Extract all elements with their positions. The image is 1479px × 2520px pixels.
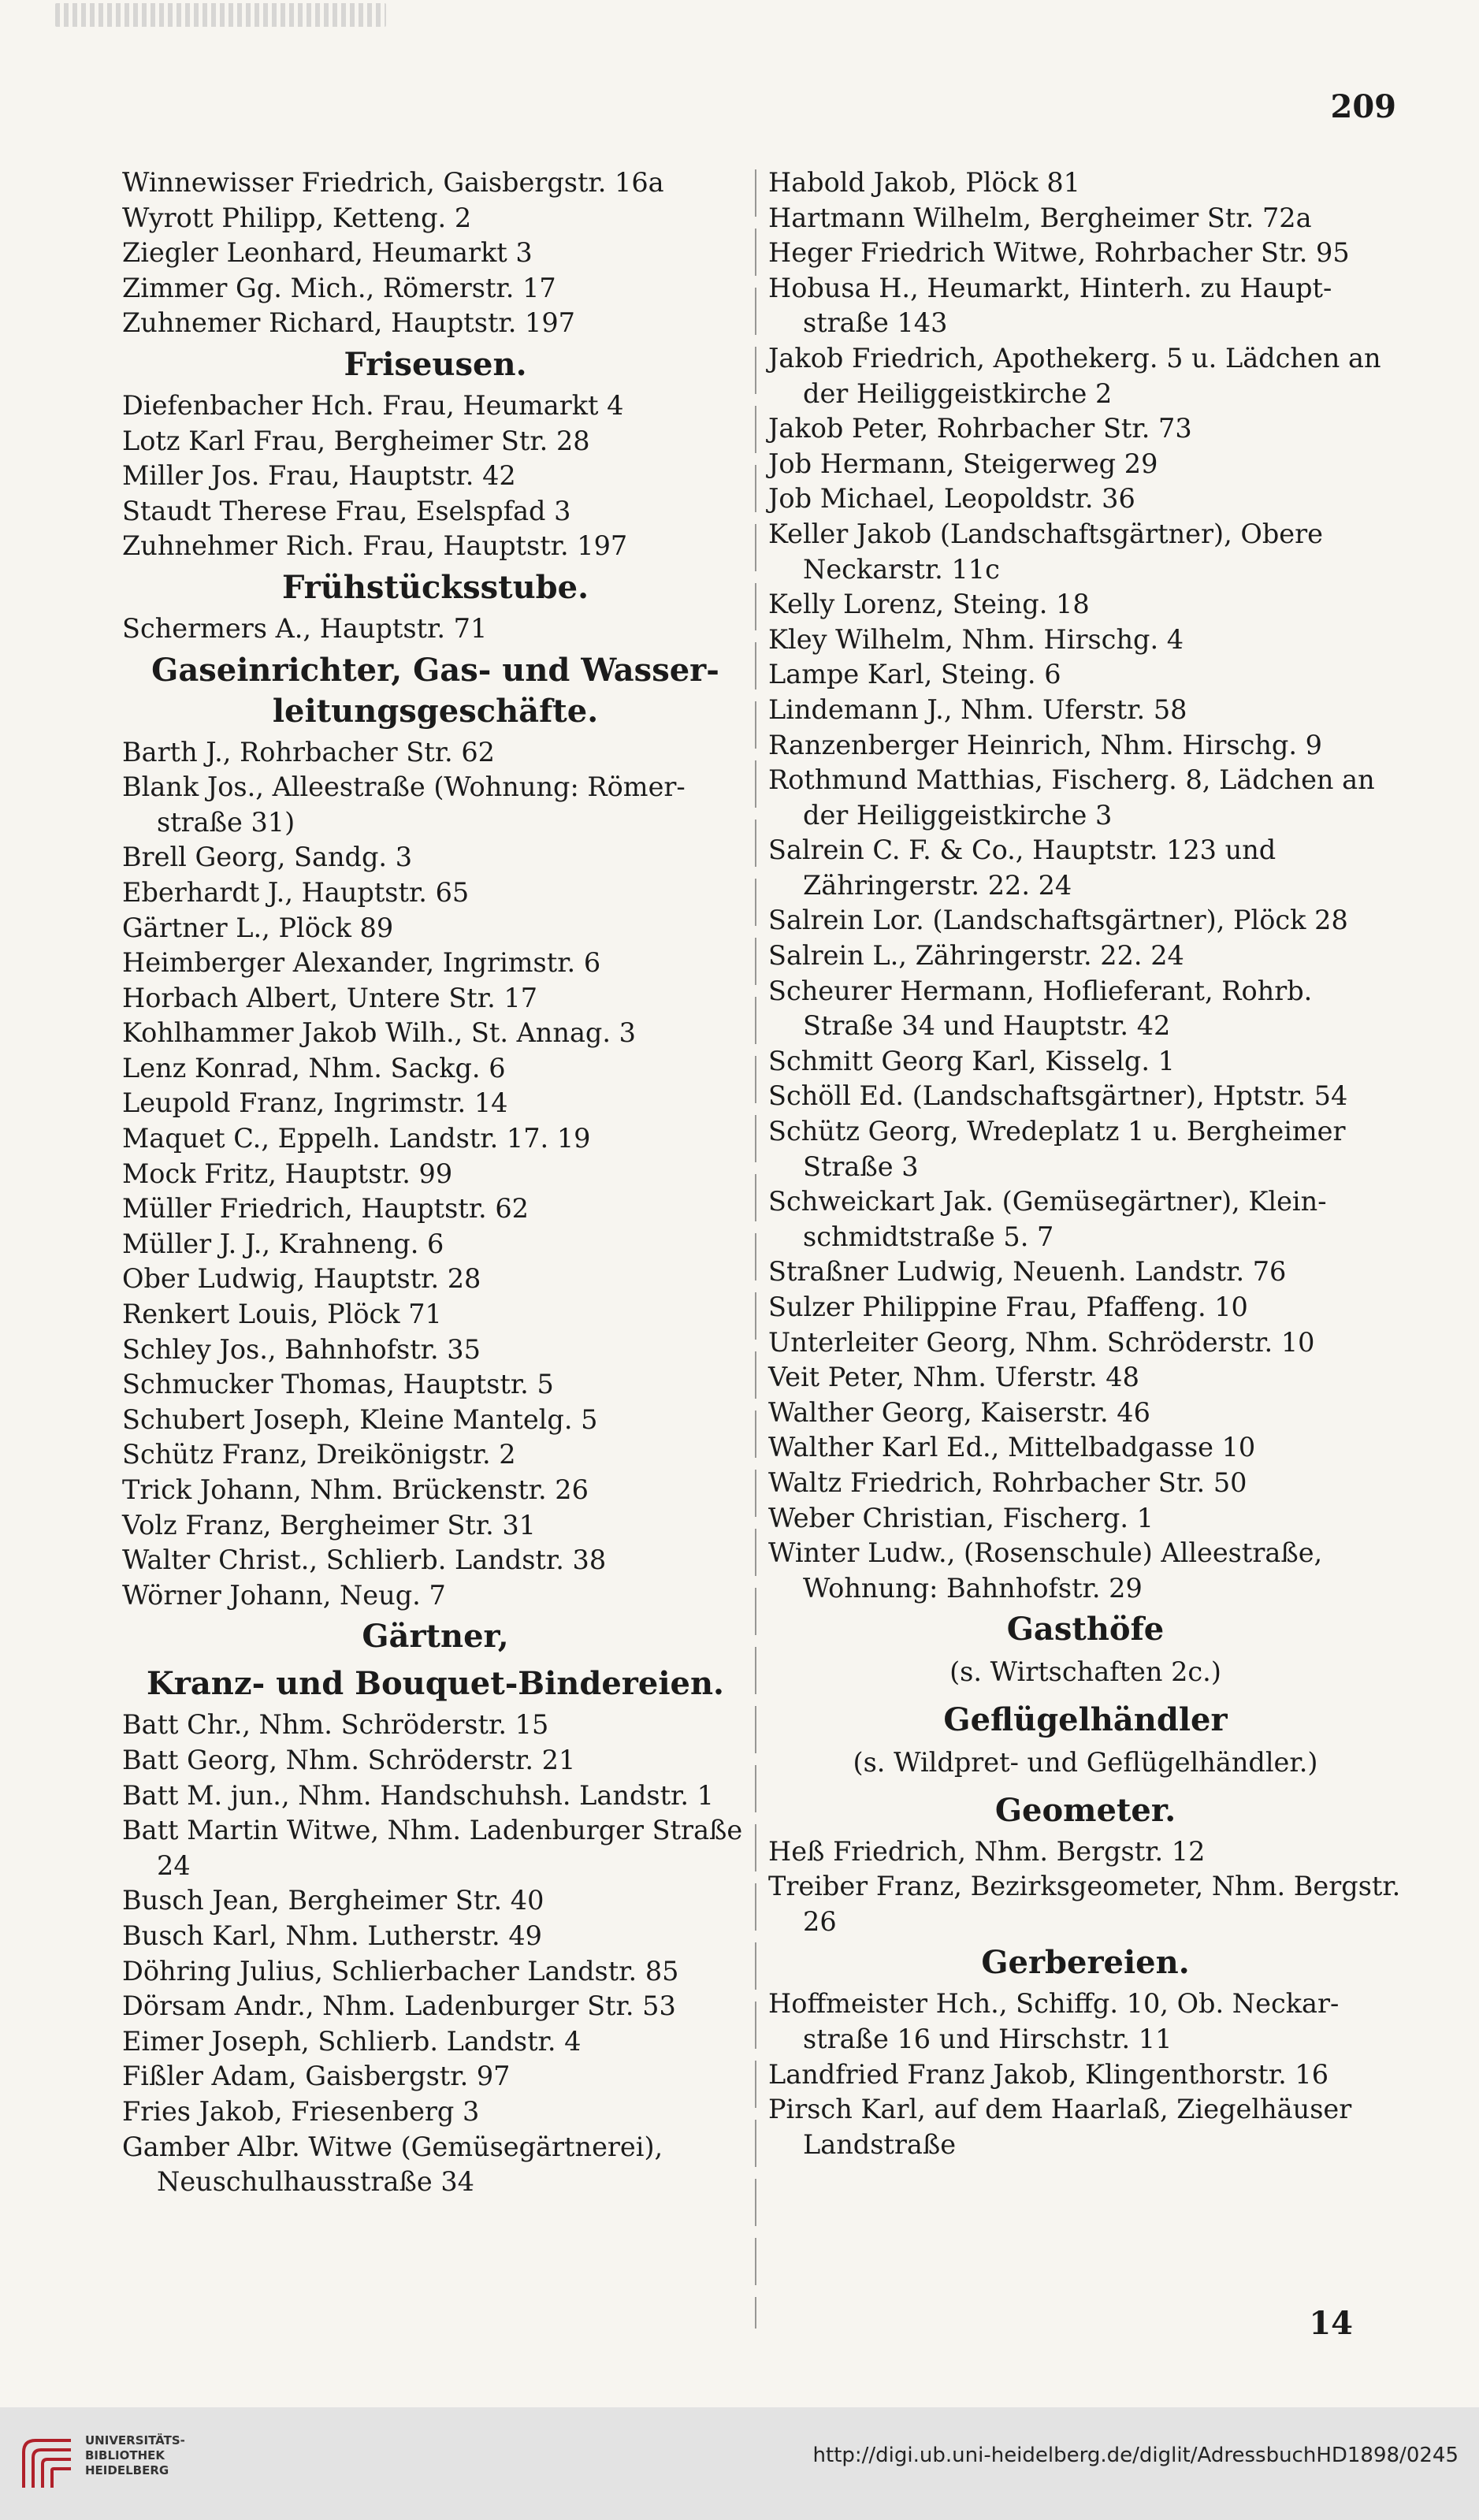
directory-entry: Brell Georg, Sandg. 3 [122,842,413,873]
directory-entry: Staudt Therese Frau, Eselspfad 3 [122,495,571,526]
section-heading: Frühstücksstube. [281,568,589,606]
directory-entry: Volz Franz, Bergheimer Str. 31 [122,1509,536,1541]
section-heading: Friseusen. [344,345,527,383]
directory-entry: Schubert Joseph, Kleine Mantelg. 5 [122,1403,598,1435]
directory-entry: Veit Peter, Nhm. Uferstr. 48 [768,1362,1139,1393]
permalink-url[interactable]: http://digi.ub.uni-heidelberg.de/diglit/AdressbuchHD1898/0245 [812,2444,1459,2467]
directory-entry: Walter Christ., Schlierb. Landstr. 38 [122,1544,607,1576]
logo-line: UNIVERSITÄTS- [85,2433,185,2448]
directory-entry: Kohlhammer Jakob Wilh., St. Annag. 3 [122,1017,636,1049]
directory-entry: Lenz Konrad, Nhm. Sackg. 6 [122,1052,506,1083]
directory-entry: Lindemann J., Nhm. Uferstr. 58 [768,693,1187,725]
page-number: 209 [1330,88,1396,125]
directory-entry: Job Hermann, Steigerweg 29 [768,448,1158,479]
directory-entry: Kelly Lorenz, Steing. 18 [768,589,1090,620]
directory-entry: Busch Karl, Nhm. Lutherstr. 49 [122,1920,542,1951]
directory-entry: Mock Fritz, Hauptstr. 99 [122,1158,453,1189]
signature-mark: 14 [1309,2305,1353,2342]
directory-entry: Blank Jos., Alleestraße (Wohnung: Römer-straße 31) [122,771,686,838]
directory-entry: Schermers A., Hauptstr. 71 [122,612,488,644]
section-heading: Kranz- und Bouquet-Bindereien. [147,1665,724,1703]
directory-entry: Fries Jakob, Friesenberg 3 [122,2095,480,2127]
directory-entry: Horbach Albert, Untere Str. 17 [122,982,538,1013]
directory-entry: Schütz Georg, Wredeplatz 1 u. Bergheimer Straße 3 [768,1116,1346,1182]
left-column [122,165,749,2200]
directory-entry: Habold Jakob, Plöck 81 [768,167,1080,198]
section-heading: Geflügelhändler [943,1700,1228,1738]
directory-entry: Winnewisser Friedrich, Gaisbergstr. 16a [122,167,664,198]
cross-reference-note: (s. Wirtschaften 2c.) [949,1656,1221,1688]
directory-entry: Barth J., Rohrbacher Str. 62 [122,736,495,768]
directory-entry: Zuhnehmer Rich. Frau, Hauptstr. 197 [122,530,628,562]
directory-entry: Hoffmeister Hch., Schiffg. 10, Ob. Neckar-straße 16 und Hirschstr. 11 [768,1988,1340,2054]
directory-entry: Lampe Karl, Steing. 6 [768,659,1061,690]
directory-entry: Keller Jakob (Landschaftsgärtner), Obere Neckarstr. 11c [768,518,1323,585]
directory-entry: Jakob Friedrich, Apothekerg. 5 u. Lädchen an der Heiliggeistkirche 2 [768,342,1381,409]
header-scan-smudge [55,3,386,27]
directory-entry: Wyrott Philipp, Ketteng. 2 [122,202,472,233]
section-heading: Gerbereien. [981,1944,1190,1982]
directory-entry: Hartmann Wilhelm, Bergheimer Str. 72a [768,202,1312,233]
directory-entry: Leupold Franz, Ingrimstr. 14 [122,1087,508,1119]
directory-entry: Eberhardt J., Hauptstr. 65 [122,876,470,908]
directory-entry: Waltz Friedrich, Rohrbacher Str. 50 [768,1466,1247,1498]
directory-entry: Schweickart Jak. (Gemüsegärtner), Klein-schmidtstraße 5. 7 [768,1186,1327,1252]
directory-entry: Landfried Franz Jakob, Klingenthorstr. 16 [768,2058,1329,2090]
directory-entry: Treiber Franz, Bezirksgeometer, Nhm. Bergstr. 26 [768,1871,1401,1937]
logo-text [85,2433,185,2478]
directory-entry: Batt M. jun., Nhm. Handschuhsh. Landstr. 1 [122,1779,714,1811]
directory-entry: Salrein L., Zähringerstr. 22. 24 [768,940,1184,972]
directory-entry: Dörsam Andr., Nhm. Ladenburger Str. 53 [122,1990,676,2022]
directory-entry: Zuhnemer Richard, Hauptstr. 197 [122,307,575,339]
directory-entry: Schöll Ed. (Landschaftsgärtner), Hptstr. 54 [768,1080,1348,1112]
directory-entry: Müller J. J., Krahneng. 6 [122,1228,444,1259]
section-heading: Gasthöfe [1006,1611,1165,1648]
directory-entry: Renkert Louis, Plöck 71 [122,1299,442,1330]
directory-entry: Salrein C. F. & Co., Hauptstr. 123 und Zähringerstr. 22. 24 [768,834,1276,901]
footer-bar [0,2407,1479,2520]
right-column [768,165,1403,2162]
directory-entry: Ziegler Leonhard, Heumarkt 3 [122,237,533,269]
directory-entry: Batt Chr., Nhm. Schröderstr. 15 [122,1709,549,1741]
directory-entry: Heimberger Alexander, Ingrimstr. 6 [122,947,601,979]
directory-entry: Walther Georg, Kaiserstr. 46 [768,1396,1150,1428]
directory-entry: Straßner Ludwig, Neuenh. Landstr. 76 [768,1256,1287,1288]
directory-entry: Heger Friedrich Witwe, Rohrbacher Str. 95 [768,237,1350,269]
directory-entry: Sulzer Philippine Frau, Pfaffeng. 10 [768,1292,1248,1322]
directory-entry: Schmucker Thomas, Hauptstr. 5 [122,1369,554,1400]
directory-entry: Ranzenberger Heinrich, Nhm. Hirschg. 9 [768,729,1322,760]
directory-entry: Fißler Adam, Gaisbergstr. 97 [122,2061,511,2092]
directory-entry: Jakob Peter, Rohrbacher Str. 73 [768,413,1192,444]
logo-line: BIBLIOTHEK [85,2448,165,2462]
directory-entry: Gärtner L., Plöck 89 [122,912,394,943]
directory-entry: Batt Georg, Nhm. Schröderstr. 21 [122,1744,576,1775]
directory-entry: Trick Johann, Nhm. Brückenstr. 26 [122,1474,589,1505]
logo-line: HEIDELBERG [85,2463,169,2477]
directory-entry: Heß Friedrich, Nhm. Bergstr. 12 [768,1835,1206,1867]
directory-entry: Job Michael, Leopoldstr. 36 [768,483,1135,515]
directory-entry: Miller Jos. Frau, Hauptstr. 42 [122,460,516,492]
directory-entry: Walther Karl Ed., Mittelbadgasse 10 [768,1432,1256,1463]
directory-entry: Pirsch Karl, auf dem Haarlaß, Ziegelhäuser Landstraße [768,2094,1352,2160]
column-divider [755,169,756,2329]
section-heading: Gaseinrichter, Gas- und Wasser-leitungsgeschäfte. [151,651,719,730]
directory-entry: Lotz Karl Frau, Bergheimer Str. 28 [122,425,590,456]
directory-entry: Winter Ludw., (Rosenschule) Alleestraße, Wohnung: Bahnhofstr. 29 [768,1537,1323,1604]
directory-entry: Wörner Johann, Neug. 7 [122,1579,446,1611]
directory-entry: Eimer Joseph, Schlierb. Landstr. 4 [122,2025,582,2057]
directory-entry: Unterleiter Georg, Nhm. Schröderstr. 10 [768,1326,1315,1358]
directory-entry: Hobusa H., Heumarkt, Hinterh. zu Haupt-straße 143 [768,272,1332,339]
directory-entry: Rothmund Matthias, Fischerg. 8, Lädchen an der Heiliggeistkirche 3 [768,764,1375,831]
directory-entry: Ober Ludwig, Hauptstr. 28 [122,1263,481,1295]
directory-entry: Döhring Julius, Schlierbacher Landstr. 85 [122,1955,679,1987]
directory-entry: Salrein Lor. (Landschaftsgärtner), Plöck 28 [768,905,1348,936]
directory-entry: Maquet C., Eppelh. Landstr. 17. 19 [122,1123,591,1154]
directory-entry: Schütz Franz, Dreikönigstr. 2 [122,1439,516,1470]
directory-entry: Gamber Albr. Witwe (Gemüsegärtnerei), Neuschulhausstraße 34 [122,2131,663,2198]
directory-entry: Schley Jos., Bahnhofstr. 35 [122,1333,481,1365]
directory-entry: Kley Wilhelm, Nhm. Hirschg. 4 [768,623,1184,655]
directory-entry: Batt Martin Witwe, Nhm. Ladenburger Straße 24 [122,1815,743,1881]
directory-entry: Scheurer Hermann, Hoflieferant, Rohrb. Straße 34 und Hauptstr. 42 [768,975,1313,1042]
cross-reference-note: (s. Wildpret- und Geflügelhändler.) [853,1746,1318,1778]
directory-entry: Weber Christian, Fischerg. 1 [768,1502,1154,1533]
section-heading: Gärtner, [362,1618,509,1656]
directory-entry: Schmitt Georg Karl, Kisselg. 1 [768,1045,1175,1076]
directory-entry: Diefenbacher Hch. Frau, Heumarkt 4 [122,389,624,421]
directory-entry: Zimmer Gg. Mich., Römerstr. 17 [122,272,556,303]
directory-entry: Busch Jean, Bergheimer Str. 40 [122,1885,544,1916]
section-heading: Geometer. [994,1791,1176,1829]
directory-entry: Müller Friedrich, Hauptstr. 62 [122,1193,529,1225]
